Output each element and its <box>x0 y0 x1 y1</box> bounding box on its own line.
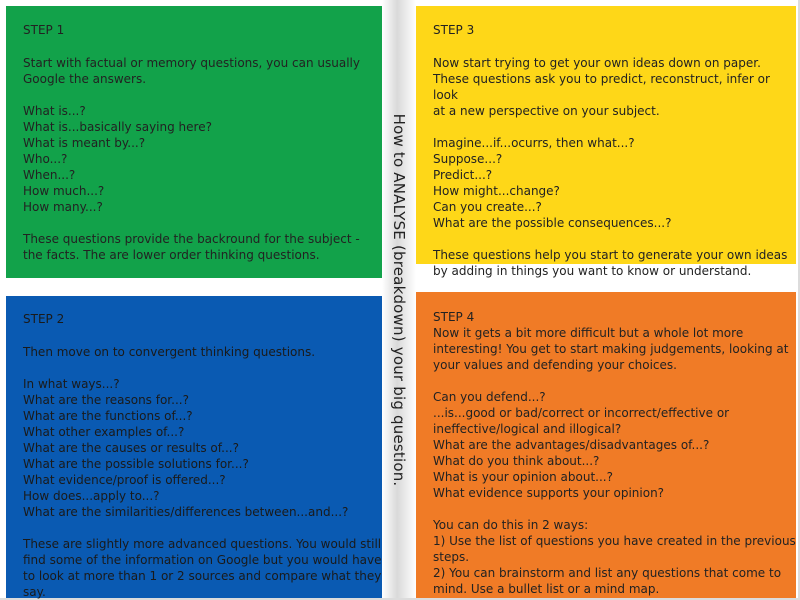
step2-questions: In what ways...? What are the reasons for...? What are the functions of...? What other examples of...? What are the causes or results of...? What are the possible solutions for...? What evidence/proof is offered...? How does...apply to...? What are the similarities/differences between...and...? <box>23 377 349 519</box>
step3-title: STEP 3 <box>433 23 475 37</box>
step4-panel <box>416 292 796 598</box>
step2-panel <box>6 296 382 598</box>
step1-panel <box>6 6 382 278</box>
step1-intro: Start with factual or memory questions, you can usually Google the answers. <box>23 56 360 86</box>
step4-outro: You can do this in 2 ways: 1) Use the list of questions you have created in the previous steps. 2) You can brainstorm and list any questions that come to mind. Use a bullet list or a mind map. <box>433 518 796 596</box>
step1-questions: What is...? What is...basically saying here? What is meant by...? Who...? When...? How much...? How many...? <box>23 104 212 214</box>
step3-outro: These questions help you start to generate your own ideas by adding in things you want to know or understand. <box>433 248 788 278</box>
step1-title: STEP 1 <box>23 23 65 37</box>
step3-questions: Imagine...if...ocurrs, then what...? Suppose...? Predict...? How might...change? Can you create...? What are the possible consequences...? <box>433 136 672 230</box>
step3-intro: Now start trying to get your own ideas down on paper. These questions ask you to predict, reconstruct, infer or look at a new perspective on your subject. <box>433 56 770 118</box>
step2-title: STEP 2 <box>23 312 65 326</box>
step2-intro: Then move on to convergent thinking questions. <box>23 345 316 359</box>
step4-title: STEP 4 <box>433 310 475 324</box>
center-title: How to ANALYSE (breakdown) your big question. <box>390 113 408 487</box>
step1-outro: These questions provide the backround for the subject - the facts. The are lower order thinking questions. <box>23 232 360 262</box>
step3-panel <box>416 6 796 278</box>
step2-outro: These are slightly more advanced questions. You would still find some of the information on Google but you would have to look at more than 1 or 2 sources and compare what they say. <box>23 537 382 599</box>
step4-questions: Can you defend...? ...is...good or bad/correct or incorrect/effective or ineffective/logical and illogical? What are the advantages/disadvantages of...? What do you think about...? What is your opinion about...? What evidence supports your opinion? <box>433 390 730 500</box>
step4-intro: Now it gets a bit more difficult but a whole lot more interesting! You get to start making judgements, looking at your values and defending your choices. <box>433 326 789 372</box>
